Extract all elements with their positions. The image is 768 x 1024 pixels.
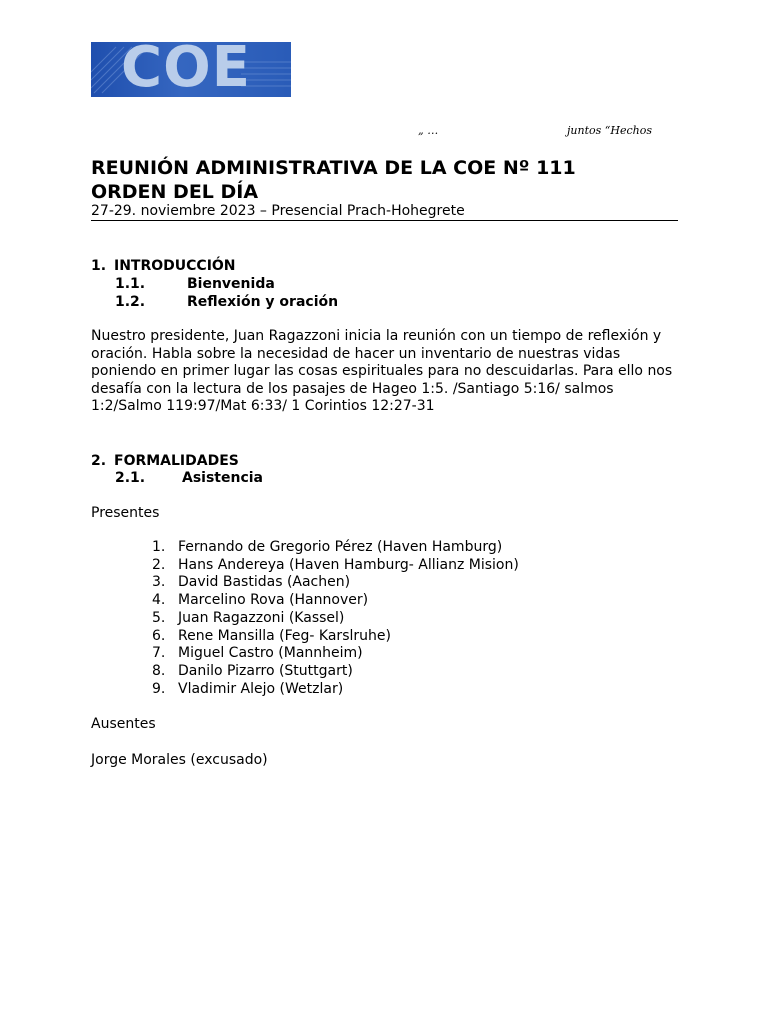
list-item: 1. Fernando de Gregorio Pérez (Haven Hamburg) <box>152 539 503 555</box>
list-item: 2. Hans Andereya (Haven Hamburg- Allianz Mision) <box>152 556 519 573</box>
logo-text: COE <box>121 42 251 97</box>
attendee-list <box>152 539 519 698</box>
list-item: 7. Miguel Castro (Mannheim) <box>152 645 363 662</box>
absent-label: Ausentes <box>91 716 156 732</box>
item-2-1-label: Asistencia <box>182 470 263 486</box>
item-1-1-label: Bienvenida <box>187 276 275 292</box>
section-1-heading <box>91 257 236 275</box>
present-label: Presentes <box>91 505 160 521</box>
list-item: 6. Rene Mansilla (Feg- Karslruhe) <box>152 627 391 644</box>
motto-right: juntos “Hechos <box>567 124 653 137</box>
list-item: 5. Juan Ragazzoni (Kassel) <box>152 609 345 626</box>
item-1-2-label: Reflexión y oración <box>187 294 339 310</box>
section-2-number: 2. <box>91 453 107 469</box>
item-1-2-number: 1.2. <box>115 294 146 310</box>
document-subtitle: 27-29. noviembre 2023 – Presencial Prach-Hohegrete <box>91 203 465 219</box>
absent-person: Jorge Morales (excusado) <box>91 752 268 768</box>
list-item: 9. Vladimir Alejo (Wetzlar) <box>152 680 344 697</box>
title-line-2: ORDEN DEL DÍA <box>91 181 259 203</box>
list-item: 3. David Bastidas (Aachen) <box>152 574 351 591</box>
title-line-1: REUNIÓN ADMINISTRATIVA DE LA COE Nº 111 <box>91 157 576 179</box>
section-2-title: FORMALIDADES <box>114 453 239 469</box>
section-1-paragraph: Nuestro presidente, Juan Ragazzoni inicia la reunión con un tiempo de reflexión y oración. Habla sobre la necesidad de hacer un inventario de nuestras vidas poniendo en primer lugar las cosas espirituales para no descuidarlas. Para ello nos desafía con la lectura de los pasajes de Hageo 1:5. /Santiago 5:16/ salmos 1:2/Salmo 119:97/Mat 6:33/ 1 Corintios 12:27-31 <box>91 328 673 415</box>
item-1-1-number: 1.1. <box>115 276 146 292</box>
section-2-heading <box>91 452 239 470</box>
coe-logo <box>91 42 291 97</box>
title-divider <box>91 220 678 221</box>
document-title <box>91 156 576 204</box>
item-2-1-number: 2.1. <box>115 470 146 486</box>
section-1-number: 1. <box>91 258 107 274</box>
list-item: 8. Danilo Pizarro (Stuttgart) <box>152 662 353 679</box>
motto-left: „ … <box>418 124 439 137</box>
section-1-title: INTRODUCCIÓN <box>114 258 236 274</box>
list-item: 4. Marcelino Rova (Hannover) <box>152 592 369 609</box>
